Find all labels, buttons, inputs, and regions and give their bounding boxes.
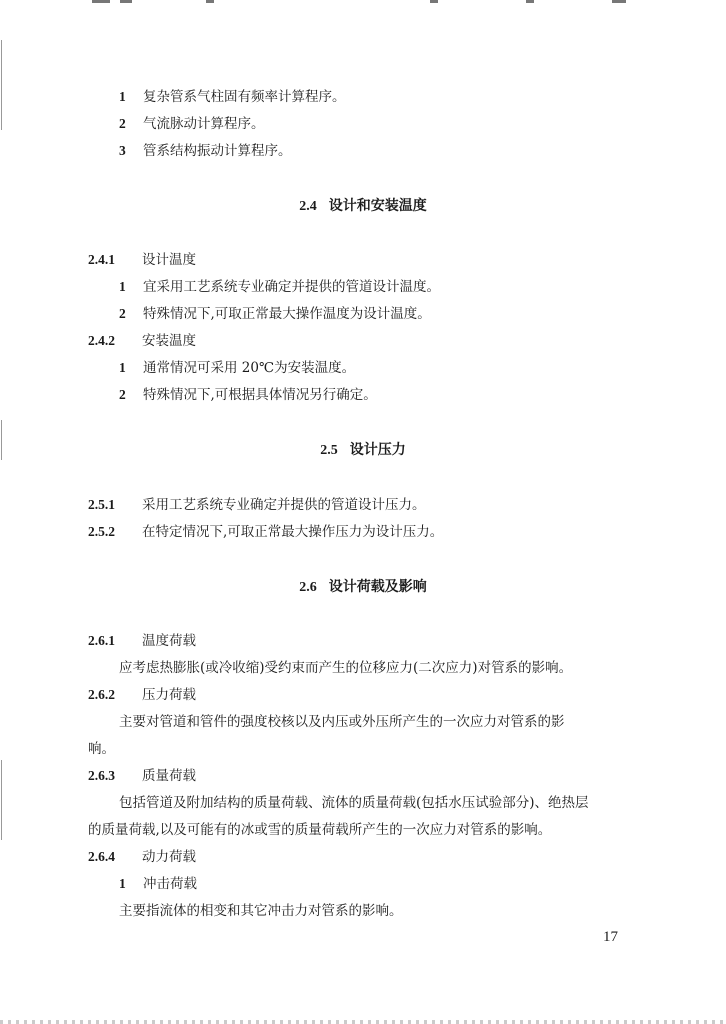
- clause-2-6-4: 2.6.4 动力荷载: [88, 849, 196, 865]
- scan-edge: [1, 40, 2, 130]
- scan-mark: [526, 0, 534, 3]
- list-item: 2 特殊情况下,可取正常最大操作温度为设计温度。: [119, 306, 431, 322]
- paragraph-line: 主要对管道和管件的强度校核以及内压或外压所产生的一次应力对管系的影: [119, 714, 565, 730]
- paragraph-line: 包括管道及附加结构的质量荷载、流体的质量荷载(包括水压试验部分)、绝热层: [119, 795, 589, 811]
- scan-edge: [0, 1020, 726, 1024]
- list-item: 3 管系结构振动计算程序。: [119, 143, 292, 159]
- list-item: 2 特殊情况下,可根据具体情况另行确定。: [119, 387, 377, 403]
- section-heading-2-4: 2.4 设计和安装温度: [299, 198, 427, 214]
- list-item: 2 气流脉动计算程序。: [119, 116, 265, 132]
- scan-edge: [1, 760, 2, 840]
- paragraph-line: 的质量荷载,以及可能有的冰或雪的质量荷载所产生的一次应力对管系的影响。: [88, 822, 552, 838]
- scan-mark: [430, 0, 438, 3]
- section-heading-2-6: 2.6 设计荷载及影响: [299, 579, 427, 595]
- scan-mark: [612, 0, 626, 3]
- list-item: 1 冲击荷载: [119, 876, 197, 892]
- clause-2-5-2: 2.5.2 在特定情况下,可取正常最大操作压力为设计压力。: [88, 524, 444, 540]
- paragraph-line: 响。: [88, 741, 115, 757]
- paragraph: 应考虑热膨胀(或冷收缩)受约束而产生的位移应力(二次应力)对管系的影响。: [119, 660, 573, 676]
- clause-2-6-2: 2.6.2 压力荷载: [88, 687, 196, 703]
- list-item: 1 复杂管系气柱固有频率计算程序。: [119, 89, 346, 105]
- scan-mark: [92, 0, 110, 3]
- clause-2-6-1: 2.6.1 温度荷载: [88, 633, 196, 649]
- clause-2-6-3: 2.6.3 质量荷载: [88, 768, 196, 784]
- scan-mark: [120, 0, 132, 3]
- scan-mark: [206, 0, 214, 3]
- section-heading-2-5: 2.5 设计压力: [320, 442, 406, 458]
- page-number: 17: [603, 929, 618, 945]
- list-item: 1 宜采用工艺系统专业确定并提供的管道设计温度。: [119, 279, 440, 295]
- list-item: 1 通常情况可采用 20℃为安装温度。: [119, 360, 356, 376]
- paragraph: 主要指流体的相变和其它冲击力对管系的影响。: [119, 903, 403, 919]
- clause-2-5-1: 2.5.1 采用工艺系统专业确定并提供的管道设计压力。: [88, 497, 426, 513]
- clause-2-4-2: 2.4.2 安装温度: [88, 333, 196, 349]
- clause-2-4-1: 2.4.1 设计温度: [88, 252, 196, 268]
